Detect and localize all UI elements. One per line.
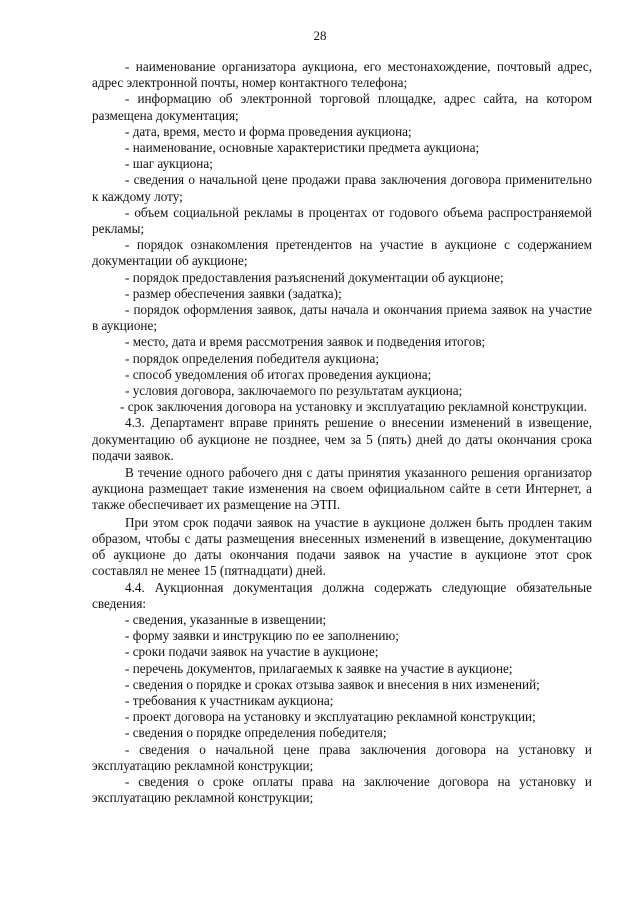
list-item: - порядок определения победителя аукциона; xyxy=(125,350,380,366)
list-item: - сведения, указанные в извещении; xyxy=(125,611,327,627)
list-item: - сведения о порядке определения победителя; xyxy=(125,725,387,741)
paragraph-4-3: 4.3. Департамент вправе принять решение о внесении изменений в извещение, документацию об аукционе не позднее, чем за 5 (пять) дней до даты окончания срока подачи заявок. xyxy=(92,415,592,463)
list-item: - место, дата и время рассмотрения заявок и подведения итогов; xyxy=(125,334,486,350)
paragraph-deadline-extension: При этом срок подачи заявок на участие в аукционе должен быть продлен таким образом, чтобы с даты размещения внесенных изменений в извещение, документацию об аукционе до даты окончания подачи заявок на участие в аукционе этот срок составлял не менее 15 (пятнадцати) дней. xyxy=(92,514,592,579)
list-item: - наименование, основные характеристики предмета аукциона; xyxy=(125,140,480,156)
document-body xyxy=(92,59,592,806)
list-item: - условия договора, заключаемого по результатам аукциона; xyxy=(125,383,463,399)
list-item: - шаг аукциона; xyxy=(125,156,213,172)
paragraph-4-4: 4.4. Аукционная документация должна содержать следующие обязательные сведения: xyxy=(92,579,592,611)
page-number: 28 xyxy=(313,28,327,43)
list-item: - срок заключения договора на установку и эксплуатацию рекламной конструкции. xyxy=(120,399,587,415)
list-item: - информацию об электронной торговой площадке, адрес сайта, на котором размещена документация; xyxy=(92,91,592,123)
list-item: - сроки подачи заявок на участие в аукционе; xyxy=(125,644,379,660)
list-item: - порядок предоставления разъяснений документации об аукционе; xyxy=(125,269,504,285)
list-item: - способ уведомления об итогах проведения аукциона; xyxy=(125,366,432,382)
list-item: - размер обеспечения заявки (задатка); xyxy=(125,285,342,301)
list-item: - объем социальной рекламы в процентах от годового объема распространяемой рекламы; xyxy=(92,204,592,237)
list-item: - форму заявки и инструкцию по ее заполнению; xyxy=(125,628,399,644)
list-item: - сведения о начальной цене права заключения договора на установку и эксплуатацию рекламной конструкции; xyxy=(92,741,592,773)
list-item: - дата, время, место и форма проведения аукциона; xyxy=(125,123,412,139)
list-item: - сведения о порядке и сроках отзыва заявок и внесения в них изменений; xyxy=(125,676,540,692)
list-item: - порядок ознакомления претендентов на участие в аукционе с содержанием документации об аукционе; xyxy=(92,237,592,269)
list-item: - сведения о сроке оплаты права на заключение договора на установку и эксплуатацию рекламной конструкции; xyxy=(92,773,592,806)
list-item: - требования к участникам аукциона; xyxy=(125,692,334,708)
list-item: - проект договора на установку и эксплуатацию рекламной конструкции; xyxy=(125,709,536,725)
list-item: - порядок оформления заявок, даты начала и окончания приема заявок на участие в аукционе; xyxy=(92,302,592,334)
list-item: - наименование организатора аукциона, его местонахождение, почтовый адрес, адрес электронной почты, номер контактного телефона; xyxy=(92,59,592,91)
list-item: - перечень документов, прилагаемых к заявке на участие в аукционе; xyxy=(125,660,513,676)
list-item: - сведения о начальной цене продажи права заключения договора применительно к каждому лоту; xyxy=(92,172,592,204)
paragraph-within-one-day: В течение одного рабочего дня с даты принятия указанного решения организатор аукциона размещает такие изменения на своем официальном сайте в сети Интернет, а также обеспечивает их размещение на ЭТП. xyxy=(92,465,592,513)
